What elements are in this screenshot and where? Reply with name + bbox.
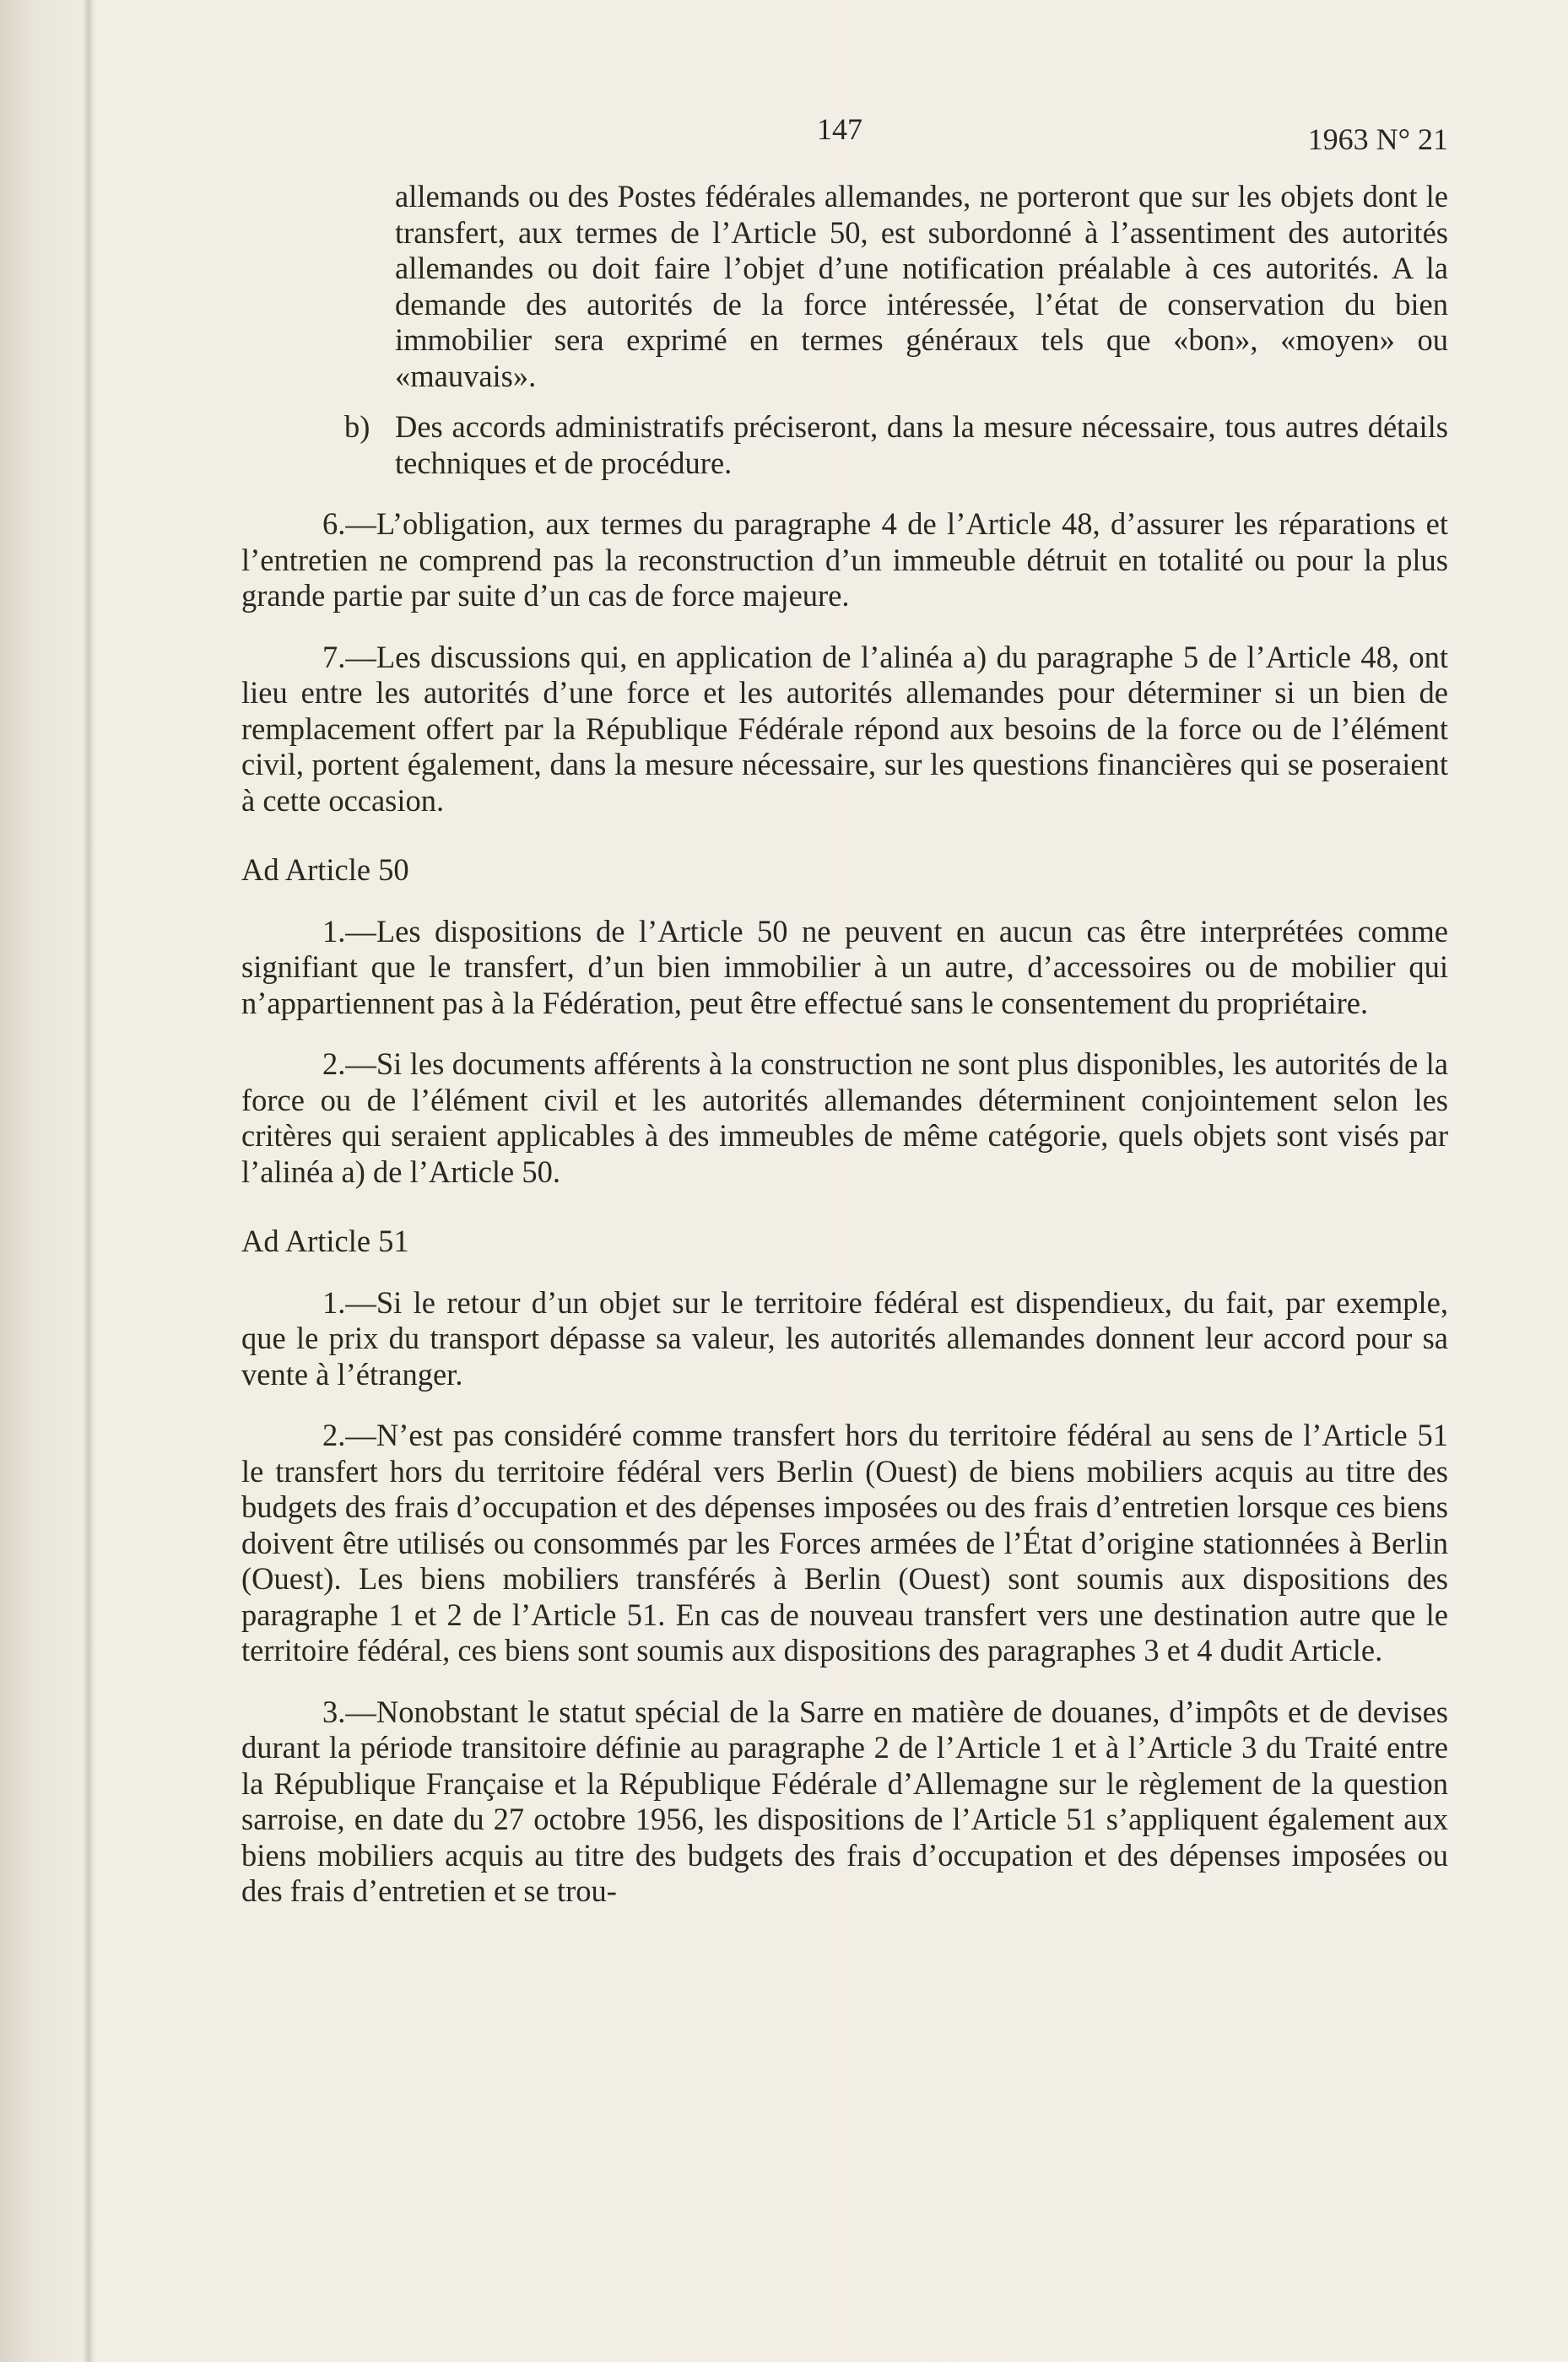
article-51-paragraph-3: 3.—Nonobstant le statut spécial de la Sarre en matière de douanes, d’impôts et de devises durant la période transitoire définie au paragraphe 2 de l’Article 1 et à l’Article 3 du Traité entre la République Française et la République Fédérale d’Allemagne sur le règlement de la question sarroise, en date du 27 octobre 1956, les dispositions de l’Article 51 s’appliquent également aux biens mobiliers acquis au titre des budgets des frais d’occupation et des dépenses imposées ou des frais d’entretien et se trou- <box>241 1694 1448 1908</box>
heading-article-50: Ad Article 50 <box>241 852 409 887</box>
clause-b-text: Des accords administratifs préciseront, dans la mesure nécessaire, tous autres détails techniques et de procédure. <box>395 409 1448 480</box>
paragraph-6: 6.—L’obligation, aux termes du paragraphe 4 de l’Article 48, d’assurer les réparations et l’entretien ne comprend pas la reconstruction d’un immeuble détruit en totalité ou pour la plus grande partie par suite d’un cas de force majeure. <box>241 506 1448 613</box>
paragraph-continuation: allemands ou des Postes fédérales allemandes, ne porteront que sur les objets dont le transfert, aux termes de l’Article 50, est subordonné à l’assentiment des autorités allemandes ou doit faire l’objet d’une notification préalable à ces autorités. A la demande des autorités de la force intéressée, l’état de conservation du bien immobilier sera exprimé en termes généraux tels que «bon», «moyen» ou «mauvais». <box>395 179 1448 393</box>
document-body <box>241 179 1448 1910</box>
article-50-paragraph-2: 2.—Si les documents afférents à la construction ne sont plus disponibles, les autorités de la force ou de l’élément civil et les autorités allemandes déterminent conjointement selon les critères qui seraient applicables à des immeubles de même catégorie, quels objets sont visés par l’alinéa a) de l’Article 50. <box>241 1046 1448 1189</box>
article-51-paragraph-2: 2.—N’est pas considéré comme transfert hors du territoire fédéral au sens de l’Article 51 le transfert hors du territoire fédéral vers Berlin (Ouest) de biens mobiliers acquis au titre des budgets des frais d’occupation et des dépenses imposées ou des frais d’entretien lorsque ces biens doivent être utilisés ou consommés par les Forces armées de l’État d’origine stationnées à Berlin (Ouest). Les biens mobiliers transférés à Berlin (Ouest) sont soumis aux dispositions des paragraphe 1 et 2 de l’Article 51. En cas de nouveau transfert vers une destination autre que le territoire fédéral, ces biens sont soumis aux dispositions des paragraphes 3 et 4 dudit Article. <box>241 1418 1448 1667</box>
binding-shadow <box>83 0 95 2362</box>
article-50-paragraph-1: 1.—Les dispositions de l’Article 50 ne peuvent en aucun cas être interprétées comme signifiant que le transfert, d’un bien immobilier à un autre, d’accessoires ou de mobilier qui n’appartiennent pas à la Fédération, peut être effectué sans le consentement du propriétaire. <box>241 913 1448 1020</box>
heading-article-51: Ad Article 51 <box>241 1224 409 1258</box>
paragraph-7: 7.—Les discussions qui, en application de l’alinéa a) du paragraphe 5 de l’Article 48, ont lieu entre les autorités d’une force et les autorités allemandes pour déterminer si un bien de remplacement offert par la République Fédérale répond aux besoins de la force ou de l’élément civil, portent également, dans la mesure nécessaire, sur les questions financières qui se poseraient à cette occasion. <box>241 639 1448 818</box>
clause-b <box>241 409 1448 481</box>
document-reference: 1963 N° 21 <box>1307 122 1448 156</box>
page-header <box>0 111 1568 162</box>
clause-b-label: b) <box>344 409 370 444</box>
page-number: 147 <box>817 112 862 146</box>
article-51-paragraph-1: 1.—Si le retour d’un objet sur le territoire fédéral est dispendieux, du fait, par exemple, que le prix du transport dépasse sa valeur, les autorités allemandes donnent leur accord pour sa vente à l’étranger. <box>241 1284 1448 1392</box>
